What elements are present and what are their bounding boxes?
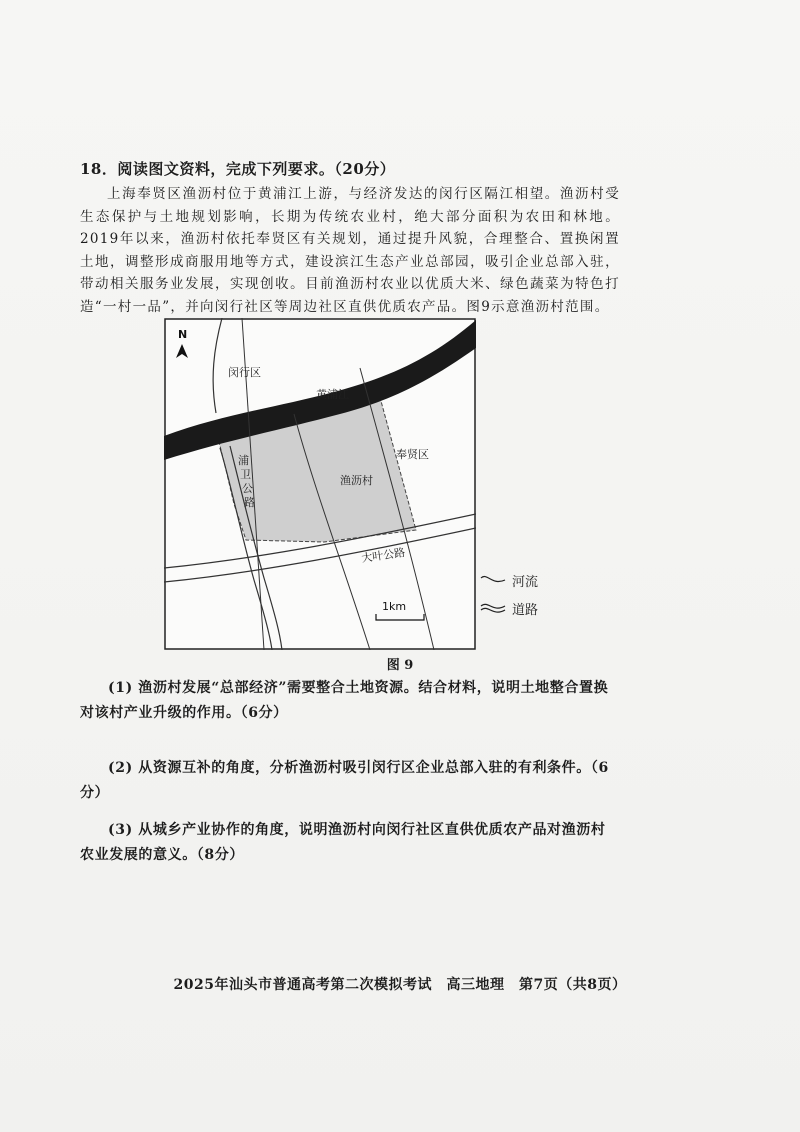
label-puwei-3: 公 <box>242 482 253 495</box>
map-legend <box>480 566 570 622</box>
road-legend-icon <box>480 601 506 615</box>
label-minhang: 闵行区 <box>228 366 261 379</box>
reading-passage: 上海奉贤区渔沥村位于黄浦江上游，与经济发达的闵行区隔江相望。渔沥村受生态保护与土地规划影响，长期为传统农业村，绝大部分面积为农田和林地。2019年以来，渔沥村依托奉贤区有关规划，通过提升风貌，合理整合、置换闲置土地，调整形成商服用地等方式，建设滨江生态产业总部园，吸引企业总部入驻，带动相关服务业发展，实现创收。目前渔沥村农业以优质大米、绿色蔬菜为特色打造“一村一品”，并向闵行社区等周边社区直供优质农产品。图9示意渔沥村范围。 <box>80 186 620 315</box>
page-footer: 2025年汕头市普通高考第二次模拟考试 高三地理 第7页（共8页） <box>173 977 627 993</box>
label-daye: 大叶公路 <box>360 545 406 565</box>
subquestion-3: (3) 从城乡产业协作的角度，说明渔沥村向闵行社区直供优质农产品对渔沥村农业发展的意义。（8分） <box>80 822 606 863</box>
figure-9-map <box>164 318 476 650</box>
label-yuli: 渔沥村 <box>340 474 373 487</box>
figure-caption: 图 9 <box>386 658 414 673</box>
question-number: 18． <box>80 160 118 178</box>
question-score: （20分） <box>334 160 396 178</box>
label-puwei-2: 卫 <box>240 468 251 481</box>
legend-road-label: 道路 <box>512 602 539 618</box>
legend-road <box>480 594 570 622</box>
question-heading <box>80 158 395 179</box>
map-svg <box>164 318 476 650</box>
label-puwei-4: 路 <box>244 496 255 509</box>
subquestion-1: (1) 渔沥村发展“总部经济”需要整合土地资源。结合材料，说明土地整合置换对该村产业升级的作用。（6分） <box>80 680 609 721</box>
label-fengxian: 奉贤区 <box>396 448 429 461</box>
scale-label: 1km <box>382 600 407 613</box>
label-puwei-1: 浦 <box>238 454 249 467</box>
question-title: 阅读图文资料，完成下列要求。 <box>117 160 335 178</box>
north-label: N <box>178 328 188 341</box>
legend-river <box>480 566 570 594</box>
subquestion-2: (2) 从资源互补的角度，分析渔沥村吸引闵行区企业总部入驻的有利条件。（6分） <box>80 760 609 801</box>
river-legend-icon <box>480 574 506 586</box>
label-huangpu: 黄浦江 <box>316 388 349 401</box>
legend-river-label: 河流 <box>512 574 539 590</box>
